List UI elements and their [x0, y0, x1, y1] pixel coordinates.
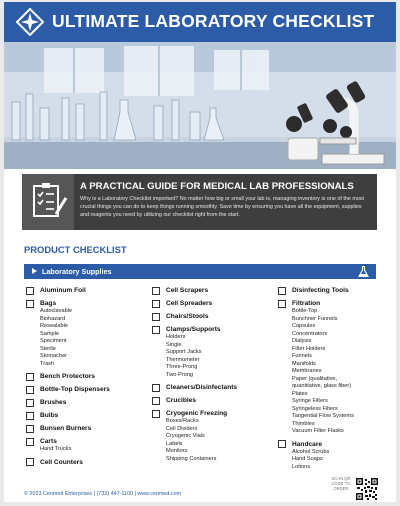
sub-item: Sterile	[40, 345, 56, 352]
item-label: Bags	[40, 300, 57, 307]
checklist-item	[152, 299, 264, 308]
product-checklist-heading: PRODUCT CHECKLIST	[24, 244, 127, 255]
sub-item: Cell Dividers	[166, 425, 198, 432]
sub-item: Thermometer	[166, 356, 200, 363]
play-arrow-icon	[32, 268, 37, 274]
sub-item: Thimbles	[292, 420, 315, 427]
sub-item: Hand Soaps	[292, 456, 323, 462]
sub-item: Syringeless Filters	[292, 405, 338, 412]
sub-item: Plates	[292, 390, 308, 397]
item-label: Aluminum Foil	[40, 287, 86, 294]
sub-item: Shipping Containers	[166, 455, 217, 462]
item-label: Chairs/Stools	[166, 313, 209, 320]
checklist-item	[26, 437, 136, 454]
checklist-item	[152, 312, 264, 321]
sub-item: Resealable	[40, 323, 68, 329]
checkbox[interactable]	[152, 410, 160, 418]
item-label: Filtration	[292, 300, 321, 307]
checklist-item	[26, 411, 136, 420]
sub-item: Lotions	[292, 463, 311, 470]
checkbox[interactable]	[26, 373, 34, 381]
sub-item: Capsules	[292, 323, 316, 329]
guide-description: Why is a Laboratory Checklist important? No matter how big or small your lab is, managing inventory is one of the most crucial things you can do to keep things running smoothly. Save time by ensuring you have all the equipment, supplies and reagents you need by utilizing our checklist right from the start.	[80, 196, 365, 218]
checkbox[interactable]	[152, 397, 160, 405]
lab-scene-illustration	[4, 42, 396, 169]
checklist-item	[278, 299, 390, 436]
sub-item: Concentrators	[292, 330, 328, 337]
sub-item: Stomacher	[40, 353, 68, 359]
checklist-item	[152, 396, 264, 405]
item-label: Carts	[40, 438, 57, 445]
sub-item: Bunchner Funnels	[292, 315, 338, 322]
sub-item: quantitative, glass fiber)	[292, 383, 352, 389]
checklist-column-1	[26, 286, 136, 471]
item-label: Brushes	[40, 399, 67, 406]
guide-title: A PRACTICAL GUIDE FOR MEDICAL LAB PROFESSIONALS	[80, 181, 354, 192]
header-banner	[4, 2, 396, 42]
checkbox[interactable]	[152, 300, 160, 308]
sub-item: Boxes/Racks	[166, 418, 199, 424]
checkbox[interactable]	[26, 300, 34, 308]
scan-qr-caption: SCAN QR CODE TO ORDER	[331, 476, 351, 491]
checklist-item	[26, 398, 136, 407]
sub-item: Autoclavable	[40, 308, 73, 314]
checkbox[interactable]	[26, 287, 34, 295]
item-label: Crucibles	[166, 397, 197, 404]
sub-item: Three-Prong	[166, 364, 198, 370]
checklist-item	[152, 286, 264, 295]
sub-item: Dialysis	[292, 338, 312, 344]
item-label: Clamps/Supports	[166, 326, 221, 333]
checklist-item	[278, 440, 390, 472]
sub-item: Trash	[40, 360, 55, 367]
checkbox[interactable]	[278, 440, 286, 448]
sub-item: Holders	[166, 334, 186, 340]
checklist-item	[26, 299, 136, 368]
sub-item: Support Jacks	[166, 349, 202, 355]
category-bar	[24, 264, 376, 279]
sub-item: Filter Holders	[292, 345, 326, 352]
sub-item: Hand Trucks	[40, 446, 72, 452]
checkbox[interactable]	[278, 287, 286, 295]
sub-item: Manifolds	[292, 360, 316, 367]
sub-item: Speciment	[40, 338, 67, 344]
checkbox[interactable]	[152, 326, 160, 334]
sub-item: Labels	[166, 440, 183, 447]
checkbox[interactable]	[152, 287, 160, 295]
sub-item: Alcohol Scrubs	[292, 448, 330, 455]
category-label: Laboratory Supplies	[42, 267, 112, 276]
qr-code[interactable]	[356, 478, 378, 500]
checklist-clipboard-icon	[22, 174, 74, 230]
item-label: Cryogenic Freezing	[166, 410, 228, 417]
checklist-column-3	[278, 286, 390, 475]
footer-contact: © 2023 Cenmed Enterprises | (732) 447-1100 | www.cenmed.com	[24, 491, 182, 497]
sub-item: Two-Prong	[166, 371, 194, 378]
checklist-item	[26, 372, 136, 381]
checklist-item	[26, 458, 136, 467]
checkbox[interactable]	[26, 458, 34, 466]
checklist-item	[278, 286, 390, 295]
compass-logo-icon	[16, 8, 44, 36]
sub-item: Tangential Flow Systems	[292, 413, 354, 419]
item-label: Bench Protectors	[40, 373, 95, 380]
checklist-item	[152, 383, 264, 392]
sub-item: Paper (qualitative,	[292, 375, 338, 382]
sub-item: Sample	[40, 330, 59, 337]
sub-item: Funnels	[292, 353, 312, 359]
guide-intro-box	[22, 174, 377, 230]
sub-item: Bottle-Top	[292, 308, 318, 314]
checklist-column-2	[152, 286, 264, 467]
item-label: Handcare	[292, 440, 323, 448]
checklist-item	[26, 286, 136, 295]
checkbox[interactable]	[278, 300, 286, 308]
checkbox[interactable]	[26, 386, 34, 394]
sub-item: Biohazard	[40, 315, 66, 322]
checkbox[interactable]	[26, 399, 34, 407]
page-title: ULTIMATE LABORATORY CHECKLIST	[52, 11, 375, 31]
item-label: Cell Scrapers	[166, 287, 209, 294]
checkbox[interactable]	[26, 425, 34, 433]
item-label: Bulbs	[40, 412, 59, 419]
item-label: Bunsen Burners	[40, 425, 92, 432]
hero-lab-photo	[4, 42, 396, 169]
checklist-item	[152, 325, 264, 379]
item-label: Bottle-Top Dispensers	[40, 386, 110, 393]
checklist-page	[4, 2, 396, 502]
sub-item: Membranes	[292, 368, 322, 374]
sub-item: Vacuum Filter Flasks	[292, 428, 344, 434]
checkbox[interactable]	[26, 438, 34, 446]
item-label: Disinfecting Tools	[292, 287, 349, 294]
checkbox[interactable]	[152, 313, 160, 321]
item-label: Cell Spreaders	[166, 300, 213, 307]
sub-item: Syringe Filters	[292, 398, 328, 404]
sub-item: Single	[166, 341, 182, 348]
checkbox[interactable]	[26, 412, 34, 420]
checklist-item	[26, 424, 136, 433]
sub-item: Cryogenic Vials	[166, 433, 205, 439]
sub-item: Monitors	[166, 448, 188, 454]
checklist-item	[152, 409, 264, 463]
guide-icon-panel	[22, 174, 74, 230]
checkbox[interactable]	[152, 384, 160, 392]
checklist-item	[26, 385, 136, 394]
flask-icon	[357, 265, 370, 278]
item-label: Cleaners/Disinfectants	[166, 384, 238, 391]
item-label: Cell Counters	[40, 458, 83, 466]
